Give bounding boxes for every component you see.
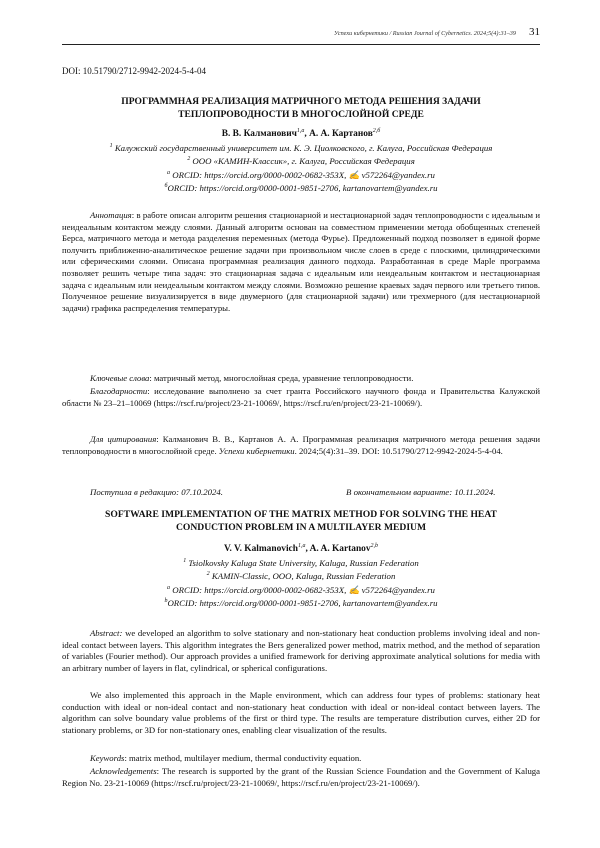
ru-aff2-num: 2 [187,156,191,163]
ru-citation [62,434,540,457]
ru-ack-label: Благодарности [90,386,148,396]
en-title-line1: SOFTWARE IMPLEMENTATION OF THE MATRIX METHOD FOR SOLVING THE HEAT [105,509,497,520]
en-author-2: A. A. Kartanov [309,544,371,555]
ru-acknowledgements [62,386,540,409]
en-affiliation-2 [62,569,540,582]
ru-author-1-sup: 1,а [296,128,305,134]
en-author-1-sup: 1,a [297,543,306,549]
ru-orcid-a-sup: а [167,169,171,176]
ru-ack-text: : исследование выполнено за счет гранта Российского научного фонда и Правительства Калужской области № 23–21–10069 (https://rscf.ru/project/23-21-10069/, https://rscf.ru/en/project/23-21-10069/). [62,386,540,408]
en-author-2-sup: 2,b [370,543,379,549]
en-orcid-b-sup: b [164,598,168,605]
received-date: Поступила в редакцию: 07.10.2024. [90,487,224,497]
final-version-date: В окончательном варианте: 10.11.2024. [346,487,496,497]
ru-orcid-b-text: ORCID: https://orcid.org/0000-0001-9851-2706, kartanovartem@yandex.ru [167,183,438,194]
ru-keywords [62,373,540,385]
en-acknowledgements [62,766,540,789]
en-abstract-text-1: we developed an algorithm to solve stationary and non-stationary heat conduction problems involving ideal and non-ideal contact between layers. This algorithm integrates the Bers generalized power method, matrix method, and the method of separation of variables (Fourier method). Our approach provides a unified framework for deriving approximate analytical solutions for media with an arbitrary number of layers in flat, cylindrical, or spherical configurations. [62,628,540,673]
ru-abstract-text: : в работе описан алгоритм решения стационарной и нестационарной задач теплопроводности с идеальным и неидеальным контактом между слоями. Данный алгоритм основан на совместном применении метода обобщенных степеней Берса, матричного метода и метода разделения переменных (метода Фурье). Предложенный подход позволяет в единой форме получить приближенно-аналитическое решение задачи при произвольном числе слоев в среде с плоскими, цилиндрическими или сферическими слоями. Описана программная реализация данного подхода. Разработанная в среде Maple программа позволяет решить четыре типа задач: это стационарная задача с идеальным или неидеальным контактом и нестационарная задача с идеальным или неидеальным контактом между слоями. Возможно решение краевых задач первого или третьего типов. Полученное решение визуализируется в виде двумерного (для стационарной задачи) или трехмерного (для нестационарной задачи) графика распределения температуры. [62,210,540,313]
ru-aff1-num: 1 [109,143,113,149]
en-author-1: V. V. Kalmanovich [223,544,298,555]
ru-affiliation-2 [62,154,540,167]
ru-author-2-sup: 2,б [372,128,381,134]
en-orcid-a-sup: a [167,584,171,591]
ru-aff1-text: Калужский государственный университет им. К. Э. Циолковского, г. Калуга, Российская Федерация [114,142,493,153]
ru-author-1: В. В. Калманович [221,129,297,140]
en-aff1-text: Tsiolkovsky Kaluga State University, Kaluga, Russian Federation [188,557,419,568]
ru-cite-label: Для цитирования [90,434,157,444]
en-orcid-b-text: ORCID: https://orcid.org/0000-0001-9851-2706, kartanovartem@yandex.ru [167,598,438,609]
en-keywords-text: : matrix method, multilayer medium, thermal conductivity equation. [124,753,362,763]
ru-cite-tail: . 2024;5(4):31–39. DOI: 10.51790/2712-9942-2024-5-4-04. [294,445,503,456]
ru-cite-journal: Успехи кибернетики [218,445,295,456]
ru-keywords-text: : матричный метод, многослойная среда, уравнение теплопроводности. [149,373,414,383]
ru-title-line2: ТЕПЛОПРОВОДНОСТИ В МНОГОСЛОЙНОЙ СРЕДЕ [178,109,424,120]
ru-cite-main: : Калманович В. В., Картанов А. А. Программная реализация матричного метода решения задачи теплопроводности в многослойной среде. [62,434,540,456]
ru-title [62,95,540,121]
en-orcid-b [62,596,540,609]
ru-authors [62,128,540,139]
ru-keywords-label: Ключевые слова [90,373,150,383]
en-author-sep: , [305,544,310,555]
en-aff2-num: 2 [206,571,210,578]
ru-orcid-b [62,181,540,194]
page-number: 31 [529,26,540,38]
journal-reference: Успехи кибернетики / Russian Journal of Cybernetics. 2024;5(4):31–39 [333,30,516,37]
en-aff2-text: KAMIN-Classic, OOO, Kaluga, Russian Federation [211,571,396,582]
en-affiliation-1 [62,556,540,569]
en-abstract-para-2: We also implemented this approach in the Maple environment, which can address four types of problems: stationary heat conduction with ideal or non-ideal contact and non-stationary heat conduction with ideal or non-ideal contact between layers. The algorithm can solve boundary value problems of the first or third type. The results are temperature distribution curves, either 2D for stationary problems, or 3D for non-stationary ones, enabling clear visualization of the results. [62,690,540,735]
en-title [62,508,540,534]
ru-abstract [62,210,540,314]
en-title-line2: CONDUCTION PROBLEM IN A MULTILAYER MEDIUM [175,522,427,533]
en-keywords-label: Keywords [90,753,125,763]
ru-orcid-a-text: ORCID: https://orcid.org/0000-0002-0682-353X, ✍ v572264@yandex.ru [172,169,435,180]
en-orcid-a [62,583,540,596]
en-abstract [62,628,540,674]
ru-orcid-a [62,168,540,181]
doi: DOI: 10.51790/2712-9942-2024-5-4-04 [62,66,206,76]
ru-affiliation-1 [62,141,540,154]
ru-author-sep: , [304,129,310,140]
en-ack-text: : The research is supported by the grant of the Russian Science Foundation and the Government of Kaluga Region No. 23-21-10069 (https://rscf.ru/project/23-21-10069/, https://rscf.ru/en/project/23-21-10069/). [62,766,540,788]
en-authors [62,543,540,554]
en-affiliations [62,556,540,610]
ru-author-2: А. А. Картанов [309,129,373,140]
ru-aff2-text: ООО «КАМИН-Классик», г. Калуга, Российская Федерация [192,156,415,167]
en-orcid-a-text: ORCID: https://orcid.org/0000-0002-0682-353X, ✍ v572264@yandex.ru [172,584,435,595]
en-keywords [62,753,540,765]
ru-title-line1: ПРОГРАММНАЯ РЕАЛИЗАЦИЯ МАТРИЧНОГО МЕТОДА РЕШЕНИЯ ЗАДАЧИ [121,96,481,107]
running-header [62,28,540,45]
en-ack-label: Acknowledgements [90,766,157,776]
ru-orcid-b-sup: б [164,183,168,190]
ru-affiliations [62,141,540,195]
en-aff1-num: 1 [183,558,187,564]
ru-abstract-label: Аннотация [90,210,132,220]
en-abstract-label: Abstract: [90,628,123,638]
